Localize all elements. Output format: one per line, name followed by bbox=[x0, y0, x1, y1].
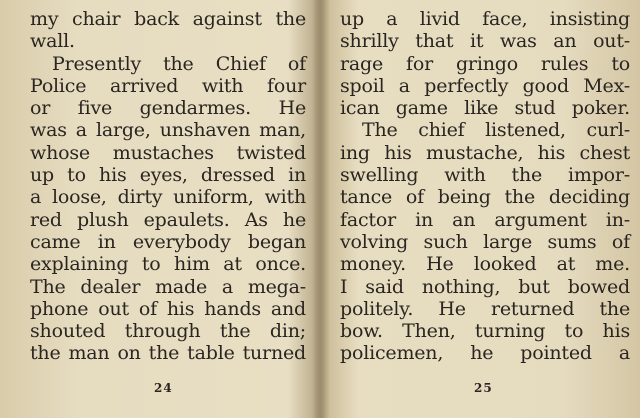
text-line: rage for gringo rules to bbox=[340, 52, 630, 75]
page-number: 25 bbox=[474, 381, 493, 395]
text-line: the man on the table turned bbox=[30, 342, 306, 365]
text-line: phone out of his hands and bbox=[30, 297, 306, 320]
text-line: was a large, unshaven man, bbox=[30, 119, 306, 142]
text-line: The chief listened, curl- bbox=[362, 119, 630, 142]
text-line: tance of being the deciding bbox=[340, 186, 630, 209]
text-line: factor in an argument in- bbox=[340, 208, 630, 231]
text-line: shouted through the din; bbox=[30, 320, 306, 343]
text-line: Police arrived with four bbox=[30, 74, 306, 97]
text-line: my chair back against the bbox=[30, 8, 306, 30]
page-number: 24 bbox=[154, 381, 173, 395]
right-page bbox=[326, 0, 640, 418]
text-line: money. He looked at me. bbox=[340, 253, 630, 276]
text-line: or five gendarmes. He bbox=[30, 97, 306, 120]
text-line: bow. Then, turning to his bbox=[340, 320, 630, 343]
text-line: Presently the Chief of bbox=[52, 52, 306, 75]
right-page-text bbox=[340, 8, 630, 365]
text-line: politely. He returned the bbox=[340, 297, 630, 320]
text-line: spoil a perfectly good Mex- bbox=[340, 74, 630, 97]
text-line: red plush epaulets. As he bbox=[30, 208, 306, 231]
text-line: policemen, he pointed a bbox=[340, 342, 630, 365]
left-page-text bbox=[30, 8, 306, 365]
left-page bbox=[0, 0, 318, 418]
text-line: explaining to him at once. bbox=[30, 253, 306, 276]
text-line: whose mustaches twisted bbox=[30, 141, 306, 164]
text-line: ing his mustache, his chest bbox=[340, 141, 630, 164]
text-line: wall. bbox=[30, 30, 75, 53]
text-line: up to his eyes, dressed in bbox=[30, 164, 306, 187]
text-line: swelling with the impor- bbox=[340, 164, 630, 187]
text-line: I said nothing, but bowed bbox=[340, 275, 630, 298]
text-line: a loose, dirty uniform, with bbox=[30, 186, 306, 209]
text-line: volving such large sums of bbox=[340, 230, 630, 253]
text-line: up a livid face, insisting bbox=[340, 8, 630, 30]
text-line: shrilly that it was an out- bbox=[340, 30, 630, 53]
text-line: came in everybody began bbox=[30, 230, 306, 253]
text-line: ican game like stud poker. bbox=[340, 97, 630, 120]
text-line: The dealer made a mega- bbox=[30, 275, 306, 298]
